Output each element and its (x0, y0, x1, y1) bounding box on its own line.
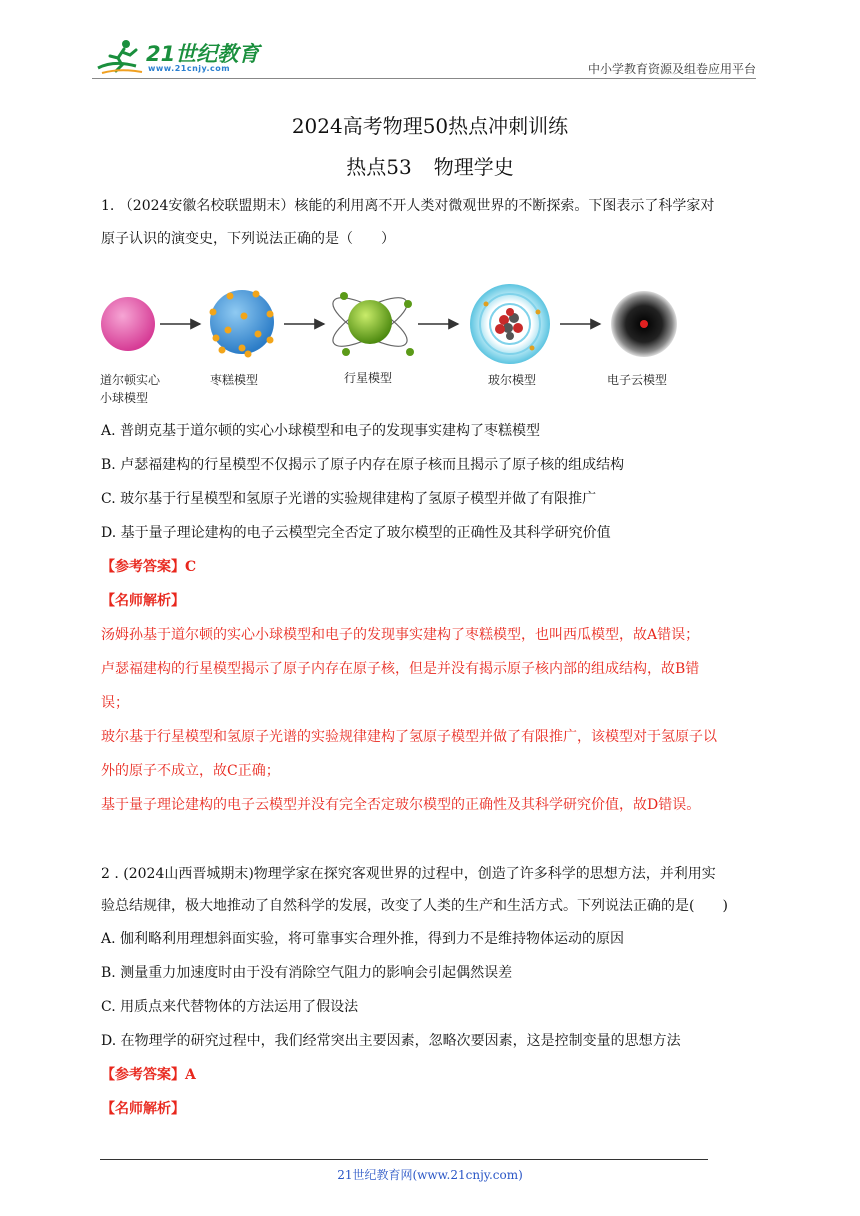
q1-option-a: A. 普朗克基于道尔顿的实心小球模型和电子的发现事实建构了枣糕模型 (101, 423, 541, 439)
q2-option-b: B. 测量重力加速度时由于没有消除空气阻力的影响会引起偶然误差 (101, 965, 513, 981)
q1-option-d: D. 基于量子理论建构的电子云模型完全否定了玻尔模型的正确性及其科学研究价值 (101, 525, 611, 541)
footer-link[interactable]: 21世纪教育网(www.21cnjy.com) (337, 1168, 523, 1182)
q2-stem-line2: 验总结规律，极大地推动了自然科学的发展，改变了人类的生产和生活方式。下列说法正确的是( ) (101, 898, 728, 914)
header-divider (92, 78, 756, 79)
q1-analysis-line4: 玻尔基于行星模型和氢原子光谱的实验规律建构了氢原子模型并做了有限推广，该模型对于氢原子以 (101, 729, 717, 745)
document-title: 2024高考物理50热点冲刺训练 (291, 114, 569, 138)
answer-label: 【参考答案】 (101, 559, 185, 575)
q2-analysis-label: 【名师解析】 (101, 1101, 185, 1117)
q2-option-a: A. 伽利略利用理想斜面实验，将可靠事实合理外推，得到力不是维持物体运动的原因 (101, 931, 625, 947)
logo-text: 21世纪教育 (146, 42, 260, 66)
label-plum-pudding: 枣糕模型 (210, 373, 259, 387)
label-dalton-line1: 道尔顿实心 (100, 373, 161, 387)
page-header (92, 34, 756, 78)
q1-option-c: C. 玻尔基于行星模型和氢原子光谱的实验规律建构了氢原子模型并做了有限推广 (101, 491, 597, 507)
document-subtitle (0, 151, 860, 180)
label-dalton-line2: 小球模型 (100, 391, 149, 405)
q1-stem-line1: 1. （2024安徽名校联盟期末）核能的利用离不开人类对微观世界的不断探索。下图表示了科学家对 (101, 198, 715, 214)
dalton-model-icon (101, 297, 155, 351)
label-planetary: 行星模型 (344, 371, 393, 385)
q2-answer (101, 1065, 771, 1085)
runner-logo-icon (96, 38, 146, 76)
plum-pudding-model-icon (210, 290, 275, 358)
q1-answer (101, 557, 771, 577)
subtitle-topic-name: 物理学史 (433, 155, 514, 179)
q1-stem-line2: 原子认识的演变史，下列说法正确的是（ ） (101, 231, 395, 247)
q1-analysis-line6: 基于量子理论建构的电子云模型并没有完全否定玻尔模型的正确性及其科学研究价值，故D错误。 (101, 797, 701, 813)
atomic-model-figure (98, 282, 698, 410)
q1-analysis-line1: 汤姆孙基于道尔顿的实心小球模型和电子的发现事实建构了枣糕模型，也叫西瓜模型，故A错误； (101, 627, 700, 643)
planetary-model-icon (327, 289, 414, 356)
q1-analysis-label: 【名师解析】 (101, 593, 185, 609)
electron-cloud-model-icon (611, 291, 677, 357)
atomic-models-graphic (98, 282, 698, 372)
answer-label: 【参考答案】 (101, 1067, 185, 1083)
footer-divider (100, 1159, 708, 1160)
label-electron-cloud: 电子云模型 (607, 373, 668, 387)
subtitle-topic-number: 热点53 (346, 155, 412, 179)
logo-url: www.21cnjy.com (148, 64, 231, 73)
q1-analysis-line5: 外的原子不成立，故C正确； (101, 763, 280, 779)
site-logo[interactable] (92, 34, 262, 78)
bohr-model-icon (470, 284, 550, 364)
q1-analysis-line2: 卢瑟福建构的行星模型揭示了原子内存在原子核，但是并没有揭示原子核内部的组成结构，故B错 (101, 661, 700, 677)
q1-option-b: B. 卢瑟福建构的行星模型不仅揭示了原子内存在原子核而且揭示了原子核的组成结构 (101, 457, 625, 473)
answer-value: A (185, 1067, 196, 1083)
q2-option-d: D. 在物理学的研究过程中，我们经常突出主要因素，忽略次要因素，这是控制变量的思想方法 (101, 1033, 681, 1049)
label-bohr: 玻尔模型 (488, 373, 537, 387)
q1-analysis-line3: 误； (101, 695, 129, 711)
platform-name: 中小学教育资源及组卷应用平台 (587, 62, 756, 76)
q2-option-c: C. 用质点来代替物体的方法运用了假设法 (101, 999, 359, 1015)
q2-stem-line1: 2 . (2024山西晋城期末)物理学家在探究客观世界的过程中，创造了许多科学的思想方法，并利用实 (101, 866, 716, 882)
answer-value: C (185, 559, 197, 575)
